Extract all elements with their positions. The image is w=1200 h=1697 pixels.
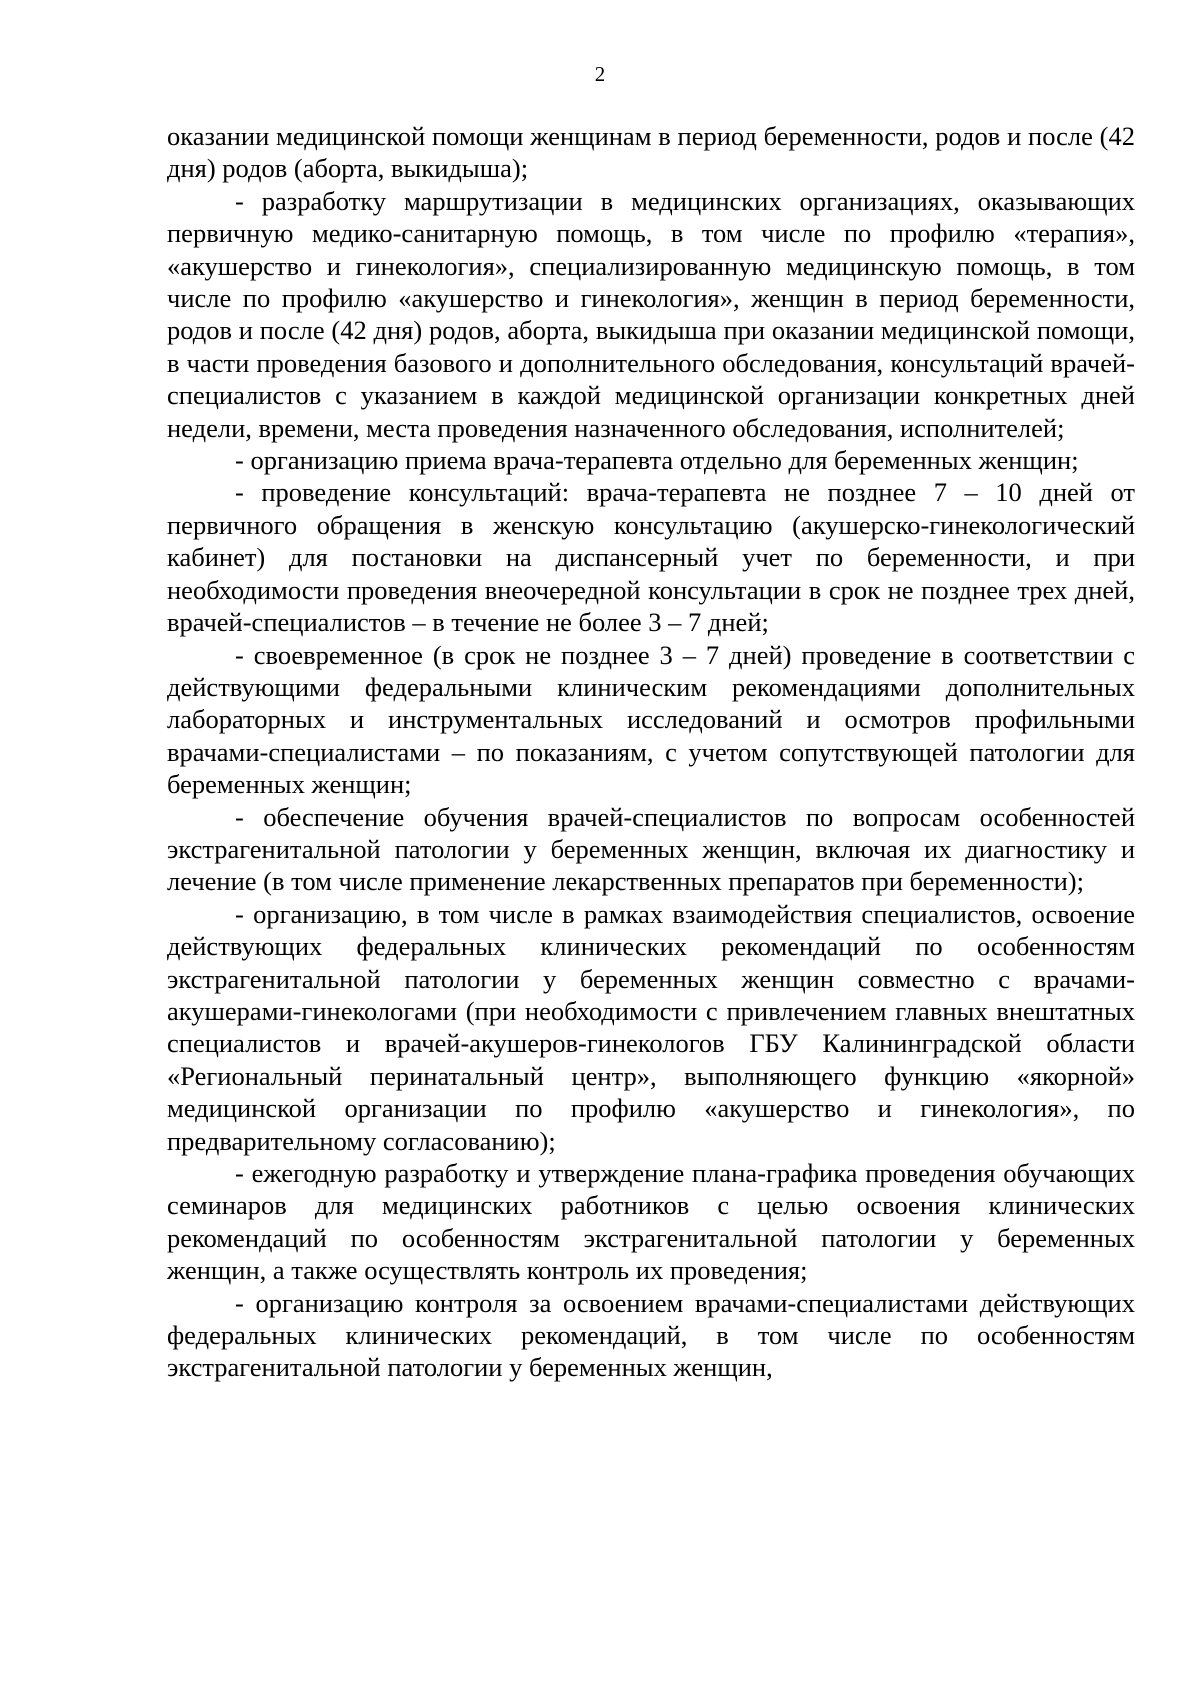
paragraph-training: - обеспечение обучения врачей-специалистов по вопросам особенностей экстрагенитальной патологии у беременных женщин, включая их диагностику и лечение (в том числе применение лекарственных препаратов при беременности); — [167, 801, 1135, 897]
paragraph-continuation: оказании медицинской помощи женщинам в период беременности, родов и после (42 дня) родов (аборта, выкидыша); — [167, 121, 1135, 184]
paragraph-cooperation: - организацию, в том числе в рамках взаимодействия специалистов, освоение действующих федеральных клинических рекомендаций по особенностям экстрагенитальной патологии у беременных женщин совместно с врачами-акушерами-гинекологами (при необходимости с привлечением главных внештатных специалистов и врачей-акушеров-гинекологов ГБУ Калининградской области «Региональный перинатальный центр», выполняющего функцию «якорной» медицинской организации по профилю «акушерство и гинекология», по предварительному согласованию); — [167, 898, 1135, 1156]
page-number: 2 — [594, 62, 606, 86]
paragraph-seminar-schedule: - ежегодную разработку и утверждение плана-графика проведения обучающих семинаров для медицинских работников с целью освоения клинических рекомендаций по особенностям экстрагенитальной патологии у беременных женщин, а также осуществлять контроль их проведения; — [167, 1158, 1135, 1286]
paragraph-therapist-reception: - организацию приема врача-терапевта отдельно для беременных женщин; — [235, 445, 1079, 476]
paragraph-timely-examinations: - своевременное (в срок не позднее 3 – 7 дней) проведение в соответствии с действующими федеральными клиническим рекомендациями дополнительных лабораторных и инструментальных исследований и осмотров профильными врачами-специалистами – по показаниям, с учетом сопутствующей патологии для беременных женщин; — [167, 639, 1135, 800]
paragraph-control: - организацию контроля за освоением врачами-специалистами действующих федеральных клинических рекомендаций, в том числе по особенностям экстрагенитальной патологии у беременных женщин, — [167, 1287, 1135, 1383]
document-body — [167, 120, 1135, 1384]
paragraph-routing: - разработку маршрутизации в медицинских организациях, оказывающих первичную медико-санитарную помощь, в том числе по профилю «терапия», «акушерство и гинекология», специализированную медицинскую помощь, в том числе по профилю «акушерство и гинекология», женщин в период беременности, родов и после (42 дня) родов, аборта, выкидыша при оказании медицинской помощи, в части проведения базового и дополнительного обследования, консультаций врачей-специалистов с указанием в каждой медицинской организации конкретных дней недели, времени, места проведения назначенного обследования, исполнителей; — [167, 185, 1135, 443]
paragraph-consultations: - проведение консультаций: врача-терапевта не позднее 7 – 10 дней от первичного обращения в женскую консультацию (акушерско-гинекологический кабинет) для постановки на диспансерный учет по беременности, и при необходимости проведения внеочередной консультации в срок не позднее трех дней, врачей-специалистов – в течение не более 3 – 7 дней; — [167, 477, 1135, 638]
